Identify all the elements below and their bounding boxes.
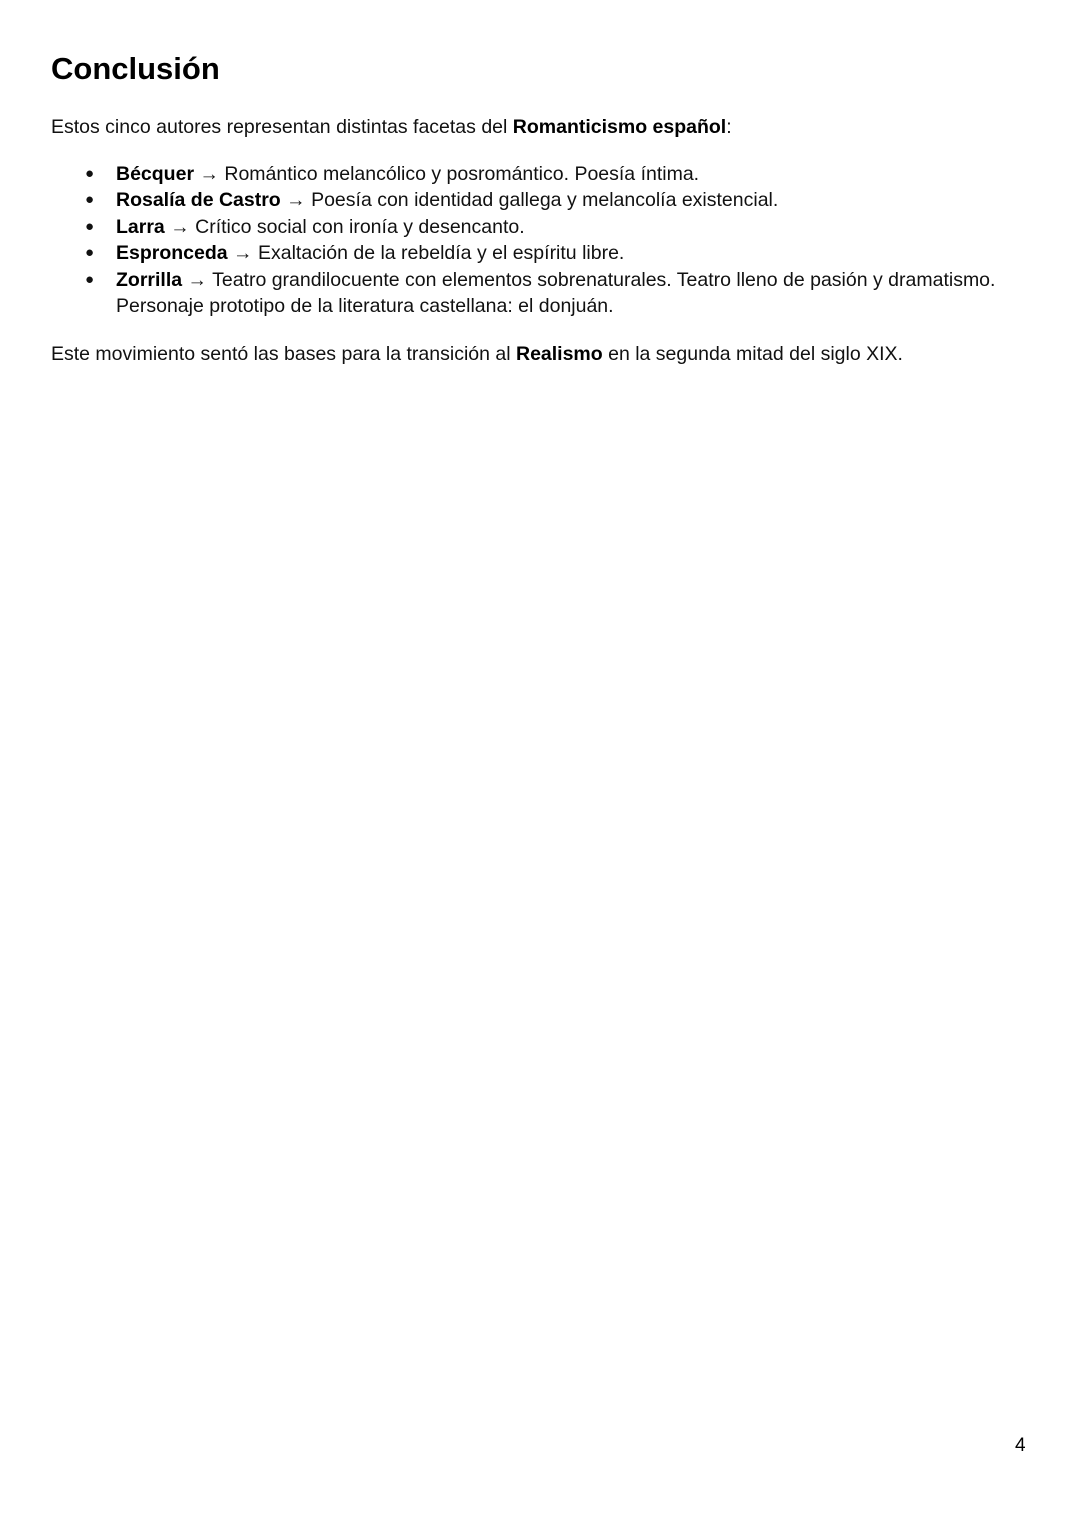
arrow-icon: → bbox=[227, 242, 258, 265]
closing-bold-term: Realismo bbox=[515, 343, 603, 365]
author-description: Poesía con identidad gallega y melancolía existencial. bbox=[311, 189, 779, 212]
author-description: Romántico melancólico y posromántico. Poesía íntima. bbox=[224, 163, 700, 185]
author-list bbox=[51, 161, 1041, 319]
closing-paragraph bbox=[51, 341, 903, 367]
page-number: 4 bbox=[1015, 1435, 1026, 1456]
list-item bbox=[51, 240, 1041, 266]
intro-bold-term: Romanticismo español bbox=[512, 116, 727, 138]
author-name: Espronceda bbox=[116, 242, 228, 265]
intro-text: Estos cinco autores representan distintas facetas del bbox=[51, 116, 513, 138]
author-name: Rosalía de Castro bbox=[116, 189, 281, 212]
author-name: Larra bbox=[116, 215, 165, 238]
author-name: Zorrilla bbox=[116, 268, 183, 291]
bullet-icon: ● bbox=[85, 165, 95, 182]
closing-text-end: en la segunda mitad del siglo XIX. bbox=[602, 343, 903, 365]
bullet-icon: ● bbox=[85, 244, 95, 262]
bullet-icon: ● bbox=[85, 191, 95, 209]
author-description: Crítico social con ironía y desencanto. bbox=[195, 215, 525, 238]
author-description: Teatro grandilocuente con elementos sobrenaturales. Teatro lleno de pasión y dramatismo. Personaje prototipo de la literatura castellana: el donjuán. bbox=[116, 268, 996, 318]
arrow-icon: → bbox=[194, 163, 225, 185]
author-name: Bécquer bbox=[116, 163, 195, 185]
list-item bbox=[51, 161, 1041, 187]
bullet-icon: ● bbox=[85, 270, 95, 288]
intro-paragraph bbox=[51, 114, 732, 140]
closing-text: Este movimiento sentó las bases para la transición al bbox=[51, 343, 516, 365]
bullet-icon: ● bbox=[85, 217, 95, 235]
list-item bbox=[51, 267, 1041, 320]
author-description: Exaltación de la rebeldía y el espíritu libre. bbox=[257, 242, 625, 265]
arrow-icon: → bbox=[280, 189, 312, 212]
arrow-icon: → bbox=[182, 268, 213, 291]
section-heading: Conclusión bbox=[51, 51, 220, 86]
arrow-icon: → bbox=[164, 215, 196, 238]
intro-colon: : bbox=[726, 116, 732, 138]
list-item bbox=[51, 187, 1041, 213]
list-item bbox=[51, 214, 1041, 240]
